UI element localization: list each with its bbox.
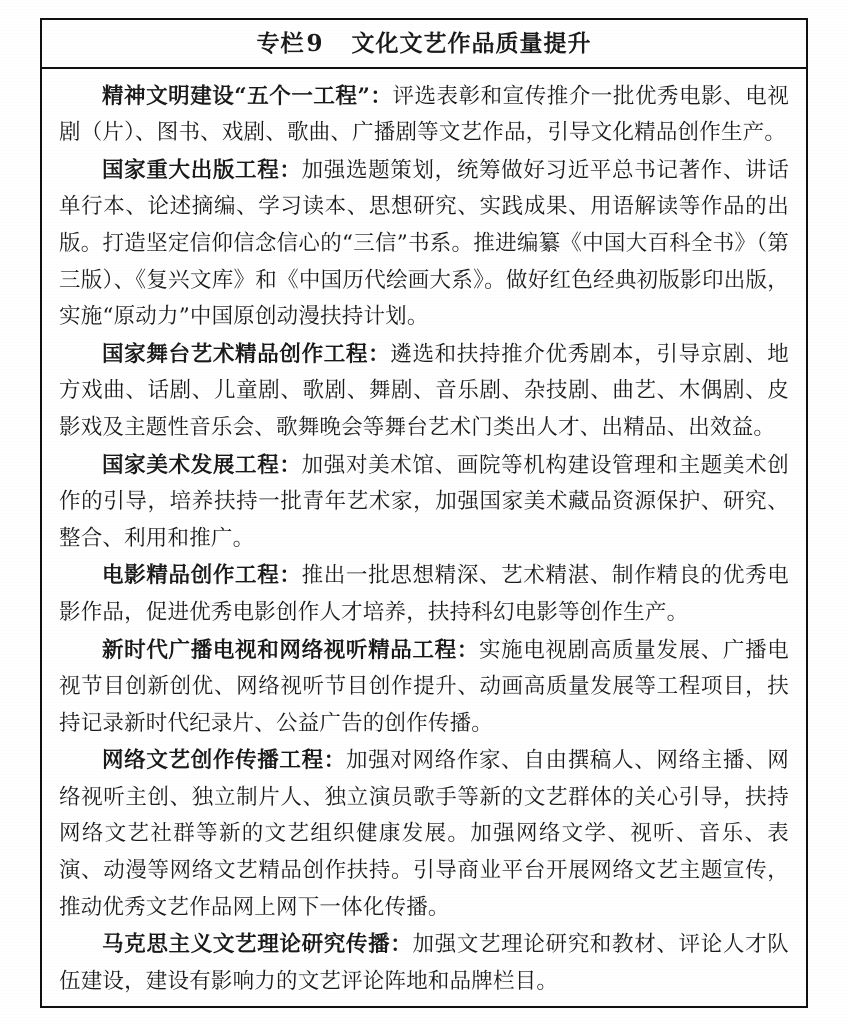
callout-title-main: 文化文艺作品质量提升 [351, 30, 592, 57]
paragraph-text: 加强文艺理论研究和教材、评论人才队伍建设，建设有影响力的文艺评论阵地和品牌栏目。 [59, 932, 789, 994]
paragraph-lead: 电影精品创作工程： [102, 563, 302, 589]
paragraph-lead: 精神文明建设“五个一工程”： [102, 83, 393, 109]
paragraph-text: 加强选题策划，统筹做好习近平总书记著作、讲话单行本、论述摘编、学习读本、思想研究、实践成果、用语解读等作品的出版。打造坚定信仰信念信心的“三信”书系。推进编纂《中国大百科全书》（第三版）、《复兴文库》和《中国历代绘画大系》。做好红色经典初版影印出版，实施“原动力”中国原创动漫扶持计划。 [59, 157, 789, 330]
paragraph-lead: 国家舞台艺术精品创作工程： [102, 341, 391, 367]
paragraph-lead: 网络文艺创作传播工程： [102, 748, 346, 774]
paragraph-lead: 马克思主义文艺理论研究传播： [102, 932, 413, 958]
paragraph-text: 加强对网络作家、自由撰稿人、网络主播、网络视听主创、独立制片人、独立演员歌手等新的文艺群体的关心引导，扶持网络文艺社群等新的文艺组织健康发展。加强网络文学、视听、音乐、表演、动漫等网络文艺精品创作扶持。引导商业平台开展网络文艺主题宣传，推动优秀文艺作品网上网下一体化传播。 [59, 748, 789, 920]
paragraph [59, 448, 789, 558]
paragraph [59, 153, 789, 336]
paragraph [59, 558, 789, 631]
paragraph [59, 79, 789, 152]
callout-box-title [42, 20, 806, 69]
paragraph-text: 加强对美术馆、画院等机构建设管理和主题美术创作的引导，培养扶持一批青年艺术家，加强国家美术藏品资源保护、研究、整合、利用和推广。 [59, 452, 789, 551]
paragraph-lead: 国家美术发展工程： [102, 452, 302, 478]
paragraph-text: 实施电视剧高质量发展、广播电视节目创新创优、网络视听节目创作提升、动画高质量发展等工程项目，扶持记录新时代纪录片、公益广告的创作传播。 [59, 637, 789, 736]
paragraph [59, 337, 789, 447]
callout-title-number: 9 [306, 30, 324, 57]
callout-box-body [42, 69, 806, 1001]
paragraph [59, 633, 789, 743]
paragraph-text: 遴选和扶持推介优秀剧本，引导京剧、地方戏曲、话剧、儿童剧、歌剧、舞剧、音乐剧、杂技剧、曲艺、木偶剧、皮影戏及主题性音乐会、歌舞晚会等舞台艺术门类出人才、出精品、出效益。 [59, 341, 789, 440]
paragraph [59, 927, 789, 1000]
paragraph [59, 743, 789, 926]
callout-box [40, 18, 808, 1008]
paragraph-lead: 国家重大出版工程： [102, 157, 302, 183]
paragraph-text: 评选表彰和宣传推介一批优秀电影、电视剧（片）、图书、戏剧、歌曲、广播剧等文艺作品，引导文化精品创作生产。 [59, 83, 789, 146]
paragraph-lead: 新时代广播电视和网络视听精品工程： [102, 637, 479, 663]
callout-title-prefix: 专栏 [256, 30, 305, 57]
paragraph-text: 推出一批思想精深、艺术精湛、制作精良的优秀电影作品，促进优秀电影创作人才培养，扶持科幻电影等创作生产。 [59, 563, 789, 625]
